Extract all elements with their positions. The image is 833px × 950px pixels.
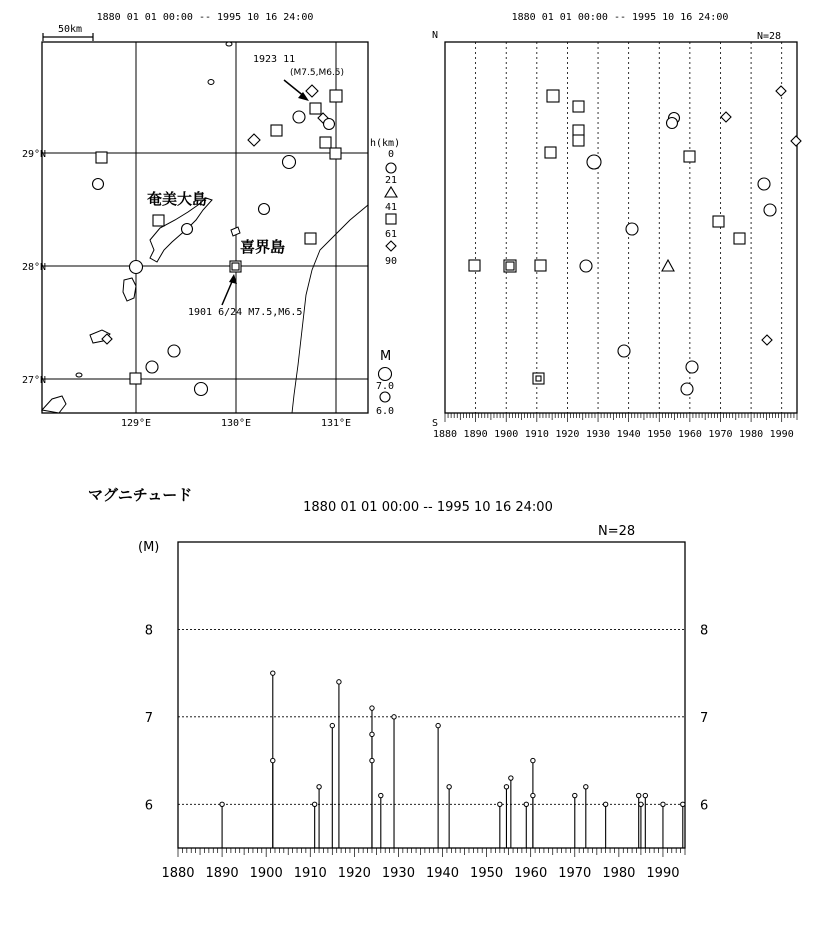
magnitude-time-plot <box>88 486 708 881</box>
st-square <box>545 147 556 158</box>
spacetime-tick-labels <box>433 429 794 440</box>
magplot-y-axis-label: (M) <box>138 540 160 555</box>
depth-legend-diamond <box>386 241 396 251</box>
epicenter-circle <box>195 383 208 396</box>
st-square-inner <box>506 262 514 270</box>
depth-value-0: 0 <box>388 149 395 160</box>
mp-y-tick-label-left: 8 <box>144 623 153 639</box>
st-circle <box>681 383 693 395</box>
mp-point <box>661 802 665 806</box>
mp-x-tick-label: 1970 <box>558 866 592 881</box>
lat-label-29: 29°N <box>22 149 47 160</box>
mp-point <box>370 758 374 762</box>
epicenter-square <box>310 103 321 114</box>
mp-point <box>370 706 374 710</box>
mp-point <box>436 723 440 727</box>
mp-point <box>603 802 607 806</box>
map-period-title: 1880 01 01 00:00 -- 1995 10 16 24:00 <box>96 12 314 23</box>
depth-value-41: 41 <box>385 202 398 213</box>
mp-point <box>330 723 334 727</box>
mp-point <box>337 680 341 684</box>
epicenter-square <box>153 215 164 226</box>
lon-label-130: 130°E <box>220 418 252 429</box>
st-x-tick-label: 1910 <box>524 429 549 440</box>
st-square-inner <box>536 376 541 381</box>
magnitude-legend <box>376 349 394 417</box>
st-circle <box>764 204 776 216</box>
st-diamond <box>721 112 731 122</box>
mp-point <box>498 802 502 806</box>
st-circle <box>618 345 630 357</box>
annotation-1901: 1901 6/24 M7.5,M6.5 <box>188 307 303 318</box>
mp-y-tick-label-right: 7 <box>700 710 709 726</box>
mp-point <box>509 776 513 780</box>
spacetime-frame <box>445 42 797 413</box>
mp-point <box>573 793 577 797</box>
depth-value-61: 61 <box>385 229 398 240</box>
mp-x-tick-label: 1920 <box>337 866 371 881</box>
mp-x-tick-label: 1980 <box>602 866 636 881</box>
mp-y-tick-label-left: 6 <box>144 798 153 814</box>
lat-label-27: 27°N <box>22 375 47 386</box>
st-x-tick-label: 1920 <box>555 429 580 440</box>
mag-legend-large-circle <box>379 368 392 381</box>
magplot-x-tick-labels <box>161 866 679 881</box>
st-square <box>535 260 546 271</box>
mp-x-tick-label: 1990 <box>646 866 680 881</box>
mp-x-tick-label: 1940 <box>425 866 460 881</box>
mp-x-tick-label: 1960 <box>514 866 548 881</box>
island-label-amami: 奄美大島 <box>147 190 208 208</box>
magplot-n-label: N=28 <box>598 524 636 539</box>
epicenter-square <box>130 373 141 384</box>
tokunoshima-coastline <box>123 278 136 301</box>
islet-2 <box>226 42 232 46</box>
mp-point <box>639 802 643 806</box>
st-x-tick-label: 1930 <box>585 429 611 440</box>
epicenter-map <box>22 12 400 429</box>
magplot-gridlines <box>178 629 685 804</box>
lon-label-129: 129°E <box>120 418 152 429</box>
mp-point <box>312 802 316 806</box>
mp-point <box>220 802 224 806</box>
st-diamond <box>762 335 772 345</box>
st-square <box>573 125 584 136</box>
spacetime-south-label: S <box>432 418 439 429</box>
st-x-tick-label: 1890 <box>463 429 488 440</box>
spacetime-ticks <box>445 413 797 422</box>
epicenter-circle <box>182 224 193 235</box>
st-square <box>713 216 724 227</box>
st-circle <box>587 155 601 169</box>
mp-point <box>379 793 383 797</box>
annotation-1923-note: (M7.5,M6.5) <box>290 68 345 78</box>
mp-x-tick-label: 1930 <box>381 866 415 881</box>
spacetime-north-label: N <box>432 30 439 41</box>
st-x-tick-label: 1900 <box>494 429 519 440</box>
mp-y-tick-label-right: 6 <box>700 798 709 814</box>
mp-y-tick-label-left: 7 <box>144 710 153 726</box>
magplot-period-title: 1880 01 01 00:00 -- 1995 10 16 24:00 <box>303 500 553 515</box>
st-x-tick-label: 1980 <box>739 429 764 440</box>
epicenter-diamond <box>248 134 260 146</box>
depth-value-21: 21 <box>385 175 398 186</box>
epicenter-square <box>330 90 342 102</box>
st-x-tick-label: 1990 <box>769 429 794 440</box>
mag-value-6: 6.0 <box>376 406 395 417</box>
trench-contour <box>292 205 368 413</box>
magplot-stems <box>220 671 685 848</box>
map-frame <box>42 42 368 413</box>
mp-point <box>524 802 528 806</box>
epicenter-square-inner <box>232 263 239 270</box>
mp-x-tick-label: 1910 <box>293 866 327 881</box>
kikai-jima-coastline <box>231 227 240 236</box>
epicenter-symbols <box>93 85 343 396</box>
lat-label-28: 28°N <box>22 262 47 273</box>
mag-value-7: 7.0 <box>376 381 395 392</box>
depth-legend <box>370 138 400 267</box>
mp-point <box>271 758 275 762</box>
st-x-tick-label: 1960 <box>677 429 702 440</box>
st-square <box>573 135 584 146</box>
mp-x-tick-label: 1950 <box>470 866 504 881</box>
lon-label-131: 131°E <box>320 418 352 429</box>
epicenter-square <box>271 125 282 136</box>
st-circle <box>667 118 678 129</box>
mp-point <box>681 802 685 806</box>
epicenter-square <box>320 137 331 148</box>
st-circle <box>758 178 770 190</box>
epicenter-square <box>96 152 107 163</box>
st-square <box>734 233 745 244</box>
st-circle <box>580 260 592 272</box>
mp-point <box>392 715 396 719</box>
st-x-tick-label: 1940 <box>616 429 641 440</box>
epicenter-circle <box>324 119 335 130</box>
magplot-heading: マグニチュード <box>88 486 193 504</box>
mp-x-tick-label: 1890 <box>205 866 239 881</box>
st-square <box>684 151 695 162</box>
epicenter-circle <box>146 361 158 373</box>
depth-value-90: 90 <box>385 256 398 267</box>
epicenter-circle <box>259 204 270 215</box>
st-square <box>469 260 480 271</box>
st-x-tick-label: 1950 <box>647 429 672 440</box>
st-diamond <box>776 86 786 96</box>
spacetime-period-title: 1880 01 01 00:00 -- 1995 10 16 24:00 <box>511 12 729 23</box>
depth-legend-circle <box>386 163 396 173</box>
mp-y-tick-label-right: 8 <box>700 623 709 639</box>
mp-point <box>504 785 508 789</box>
mp-point <box>584 785 588 789</box>
epicenter-circle <box>293 111 305 123</box>
mp-point <box>271 671 275 675</box>
mp-x-tick-label: 1880 <box>161 866 195 881</box>
spacetime-plot <box>432 12 801 440</box>
mag-legend-small-circle <box>380 392 390 402</box>
mp-point <box>317 785 321 789</box>
epicenter-circle <box>168 345 180 357</box>
magplot-y-tick-labels <box>145 623 709 813</box>
magplot-frame <box>178 542 685 848</box>
st-circle <box>626 223 638 235</box>
mp-point <box>370 732 374 736</box>
mag-legend-title: M <box>380 349 392 364</box>
mp-point <box>643 793 647 797</box>
annotation-1923: 1923 11 <box>253 54 296 65</box>
st-x-tick-label: 1970 <box>708 429 733 440</box>
mp-point <box>531 758 535 762</box>
depth-legend-square <box>386 214 396 224</box>
epicenter-circle <box>93 179 104 190</box>
epicenter-square <box>330 148 341 159</box>
spacetime-n-label: N=28 <box>757 31 782 42</box>
mp-point <box>531 793 535 797</box>
epicenter-circle <box>283 156 296 169</box>
depth-legend-triangle <box>385 187 397 197</box>
epicenter-square <box>305 233 316 244</box>
okinawa-coastline <box>42 396 66 413</box>
st-x-tick-label: 1880 <box>432 429 458 440</box>
island-label-kikai: 喜界島 <box>240 238 286 256</box>
islet-1 <box>208 80 214 85</box>
scale-label: 50km <box>57 24 83 35</box>
mp-point <box>447 785 451 789</box>
depth-legend-title: h(km) <box>370 138 401 149</box>
mp-x-tick-label: 1900 <box>249 866 283 881</box>
st-circle <box>686 361 698 373</box>
mp-point <box>637 793 641 797</box>
epicenter-circle <box>130 261 143 274</box>
islet-3 <box>76 373 82 377</box>
st-square <box>547 90 559 102</box>
magplot-x-ticks <box>178 848 685 857</box>
epicenter-diamond <box>306 85 318 97</box>
st-triangle <box>662 260 674 271</box>
st-diamond <box>791 136 801 146</box>
st-square <box>573 101 584 112</box>
